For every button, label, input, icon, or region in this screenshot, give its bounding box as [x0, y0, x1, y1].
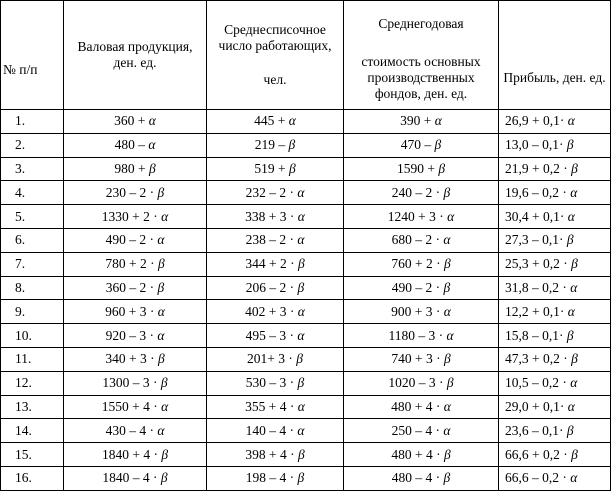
cell-expression: 30,4 + 0,1·: [505, 208, 568, 224]
cell-variable: β: [571, 351, 578, 367]
cell-variable: β: [157, 184, 165, 200]
cell-c3: [344, 205, 499, 229]
row-number: 10.: [1, 324, 64, 348]
cell-c1: [64, 395, 207, 419]
cell-variable: β: [566, 232, 574, 248]
cell-variable: β: [571, 256, 578, 272]
row-number: 3.: [1, 157, 64, 181]
header-assets-bottom: стоимость основных производственных фондов, ден. ед.: [344, 46, 499, 110]
cell-variable: α: [288, 113, 296, 129]
cell-c1: [64, 324, 207, 348]
cell-variable: α: [434, 113, 442, 129]
cell-expression: 495 – 3 ·: [245, 327, 298, 343]
header-workers-title: Среднесписочное число работающих,: [218, 22, 332, 53]
cell-c1: [64, 228, 207, 252]
cell-c3: [344, 110, 499, 134]
cell-variable: α: [297, 232, 305, 248]
cell-expression: 1840 – 4 ·: [102, 470, 161, 486]
cell-c2: [207, 252, 344, 276]
cell-expression: 920 – 3 ·: [105, 327, 158, 343]
table-row: [1, 466, 611, 490]
cell-c3: [344, 347, 499, 371]
cell-c1: [64, 371, 207, 395]
cell-c2: [207, 371, 344, 395]
cell-expression: 480 + 4 ·: [391, 446, 444, 462]
table-row: [1, 228, 611, 252]
cell-expression: 238 – 2 ·: [245, 232, 298, 248]
cell-expression: 980 +: [114, 160, 149, 176]
row-number: 16.: [1, 466, 64, 490]
cell-expression: 206 – 2 ·: [245, 279, 298, 295]
cell-c4: [499, 300, 611, 324]
cell-c1: [64, 181, 207, 205]
cell-c1: [64, 347, 207, 371]
cell-expression: 1020 – 3 ·: [388, 375, 447, 391]
cell-c3: [344, 371, 499, 395]
cell-c3: [344, 395, 499, 419]
cell-variable: β: [443, 470, 451, 486]
table-row: [1, 347, 611, 371]
cell-variable: α: [570, 184, 578, 200]
cell-c3: [344, 443, 499, 467]
cell-variable: α: [443, 232, 451, 248]
cell-variable: α: [148, 113, 156, 129]
cell-c3: [344, 133, 499, 157]
cell-expression: 1300 – 3 ·: [102, 375, 161, 391]
row-number: 8.: [1, 276, 64, 300]
cell-c2: [207, 466, 344, 490]
cell-expression: 390 +: [400, 113, 435, 129]
cell-expression: 21,9 + 0,2 ·: [505, 160, 572, 176]
cell-expression: 15,8 – 0,1·: [505, 327, 567, 343]
cell-expression: 198 – 4 ·: [245, 470, 298, 486]
cell-variable: β: [434, 137, 442, 153]
cell-variable: β: [288, 137, 296, 153]
cell-c4: [499, 157, 611, 181]
cell-expression: 760 + 2 ·: [391, 256, 444, 272]
cell-variable: β: [297, 375, 305, 391]
cell-variable: β: [297, 470, 305, 486]
cell-variable: β: [157, 279, 165, 295]
cell-expression: 26,9 + 0,1·: [505, 113, 568, 129]
cell-variable: α: [148, 137, 156, 153]
table-row: [1, 110, 611, 134]
cell-variable: β: [157, 256, 165, 272]
cell-variable: α: [157, 232, 165, 248]
row-number: 15.: [1, 443, 64, 467]
cell-variable: β: [438, 160, 446, 176]
cell-expression: 1550 + 4 ·: [101, 398, 162, 414]
table-row: [1, 181, 611, 205]
cell-variable: β: [571, 160, 578, 176]
cell-c2: [207, 110, 344, 134]
cell-variable: α: [446, 327, 454, 343]
cell-c4: [499, 371, 611, 395]
table-row: [1, 133, 611, 157]
cell-variable: α: [567, 303, 575, 319]
cell-variable: α: [297, 303, 305, 319]
cell-expression: 66,6 + 0,2 ·: [505, 446, 572, 462]
cell-variable: β: [443, 279, 451, 295]
cell-expression: 1180 – 3 ·: [388, 327, 447, 343]
cell-variable: α: [161, 398, 169, 414]
cell-c4: [499, 324, 611, 348]
cell-c4: [499, 419, 611, 443]
header-workers-unit: чел.: [263, 72, 287, 87]
cell-variable: α: [567, 208, 575, 224]
cell-variable: β: [566, 422, 574, 438]
cell-expression: 490 – 2 ·: [391, 279, 444, 295]
cell-c4: [499, 181, 611, 205]
cell-variable: β: [297, 279, 305, 295]
cell-c4: [499, 347, 611, 371]
cell-expression: 430 – 4 ·: [105, 422, 158, 438]
cell-variable: α: [157, 327, 165, 343]
cell-variable: β: [443, 256, 451, 272]
cell-expression: 480 –: [114, 137, 149, 153]
cell-c1: [64, 252, 207, 276]
cell-expression: 31,8 – 0,2 ·: [505, 279, 571, 295]
cell-variable: β: [297, 256, 305, 272]
cell-c3: [344, 181, 499, 205]
cell-variable: β: [571, 446, 578, 462]
cell-variable: β: [443, 351, 451, 367]
cell-variable: β: [443, 446, 451, 462]
cell-variable: α: [567, 113, 575, 129]
cell-expression: 25,3 + 0,2 ·: [505, 256, 572, 272]
table-row: [1, 419, 611, 443]
cell-expression: 780 + 2 ·: [105, 256, 158, 272]
cell-c2: [207, 347, 344, 371]
cell-expression: 29,0 + 0,1·: [505, 398, 568, 414]
cell-variable: α: [297, 422, 305, 438]
table-row: [1, 157, 611, 181]
cell-c4: [499, 466, 611, 490]
cell-variable: β: [161, 446, 169, 462]
table-row: [1, 443, 611, 467]
cell-c2: [207, 133, 344, 157]
cell-c2: [207, 181, 344, 205]
cell-expression: 530 – 3 ·: [245, 375, 298, 391]
cell-expression: 490 – 2 ·: [105, 232, 158, 248]
cell-variable: α: [157, 422, 165, 438]
cell-variable: α: [297, 327, 305, 343]
cell-expression: 250 – 4 ·: [391, 422, 444, 438]
cell-variable: α: [567, 398, 575, 414]
cell-variable: β: [566, 327, 574, 343]
cell-c1: [64, 133, 207, 157]
cell-expression: 47,3 + 0,2 ·: [505, 351, 572, 367]
cell-expression: 12,2 + 0,1·: [505, 303, 568, 319]
cell-c1: [64, 300, 207, 324]
cell-c4: [499, 110, 611, 134]
cell-variable: α: [297, 184, 305, 200]
cell-c1: [64, 466, 207, 490]
cell-c2: [207, 395, 344, 419]
cell-expression: 355 + 4 ·: [245, 398, 298, 414]
cell-c3: [344, 276, 499, 300]
cell-expression: 66,6 – 0,2 ·: [505, 470, 571, 486]
cell-variable: β: [446, 375, 454, 391]
cell-variable: α: [443, 398, 451, 414]
cell-expression: 232 – 2 ·: [245, 184, 298, 200]
row-number: 13.: [1, 395, 64, 419]
cell-expression: 23,6 – 0,1·: [505, 422, 567, 438]
cell-variable: α: [297, 208, 305, 224]
cell-variable: α: [297, 398, 305, 414]
cell-expression: 360 – 2 ·: [105, 279, 158, 295]
cell-expression: 398 + 4 ·: [245, 446, 298, 462]
cell-expression: 740 + 3 ·: [391, 351, 444, 367]
cell-expression: 240 – 2 ·: [391, 184, 444, 200]
row-number: 11.: [1, 347, 64, 371]
cell-variable: α: [570, 375, 578, 391]
cell-c4: [499, 443, 611, 467]
header-row-top: [1, 1, 611, 47]
cell-expression: 1590 +: [396, 160, 439, 176]
cell-variable: α: [157, 303, 165, 319]
cell-c4: [499, 252, 611, 276]
cell-expression: 1330 + 2 ·: [101, 208, 162, 224]
cell-c1: [64, 443, 207, 467]
table-row: [1, 324, 611, 348]
cell-expression: 10,5 – 0,2 ·: [505, 375, 571, 391]
cell-c3: [344, 324, 499, 348]
cell-expression: 140 – 4 ·: [245, 422, 298, 438]
cell-variable: β: [296, 351, 303, 367]
table-row: [1, 252, 611, 276]
header-profit-top: [499, 1, 611, 47]
cell-variable: α: [570, 279, 578, 295]
cell-c3: [344, 228, 499, 252]
cell-variable: β: [297, 446, 305, 462]
cell-c1: [64, 110, 207, 134]
row-number: 12.: [1, 371, 64, 395]
cell-expression: 900 + 3 ·: [391, 303, 444, 319]
row-number: 7.: [1, 252, 64, 276]
cell-c4: [499, 228, 611, 252]
cell-c2: [207, 157, 344, 181]
cell-c2: [207, 443, 344, 467]
cell-c1: [64, 205, 207, 229]
cell-c3: [344, 157, 499, 181]
cell-expression: 680 – 2 ·: [391, 232, 444, 248]
cell-expression: 470 –: [400, 137, 435, 153]
row-number: 4.: [1, 181, 64, 205]
cell-variable: β: [160, 375, 168, 391]
cell-expression: 402 + 3 ·: [245, 303, 298, 319]
cell-variable: β: [443, 184, 451, 200]
cell-variable: β: [148, 160, 156, 176]
cell-c3: [344, 300, 499, 324]
header-num: № п/п: [1, 1, 64, 110]
cell-expression: 340 + 3 ·: [105, 351, 158, 367]
cell-expression: 201+ 3 ·: [247, 351, 297, 367]
cell-variable: α: [443, 303, 451, 319]
cell-c4: [499, 133, 611, 157]
cell-c4: [499, 395, 611, 419]
cell-variable: α: [570, 470, 578, 486]
table-row: [1, 300, 611, 324]
cell-expression: 219 –: [254, 137, 289, 153]
cell-c1: [64, 419, 207, 443]
cell-expression: 445 +: [254, 113, 289, 129]
cell-c3: [344, 419, 499, 443]
cell-expression: 480 – 4 ·: [391, 470, 444, 486]
header-workers: [207, 1, 344, 110]
cell-variable: α: [447, 208, 455, 224]
table-row: [1, 205, 611, 229]
cell-variable: β: [566, 137, 574, 153]
cell-variable: β: [160, 470, 168, 486]
cell-expression: 360 +: [114, 113, 149, 129]
cell-expression: 1840 + 4 ·: [101, 446, 162, 462]
cell-c2: [207, 228, 344, 252]
cell-variable: β: [288, 160, 296, 176]
cell-c3: [344, 252, 499, 276]
header-assets-top: Среднегодовая: [344, 1, 499, 47]
cell-expression: 19,6 – 0,2 ·: [505, 184, 571, 200]
cell-expression: 519 +: [254, 160, 289, 176]
cell-variable: α: [443, 422, 451, 438]
cell-c4: [499, 276, 611, 300]
cell-expression: 338 + 3 ·: [245, 208, 298, 224]
cell-c2: [207, 324, 344, 348]
header-profit: Прибыль, ден. ед.: [499, 46, 611, 110]
cell-expression: 344 + 2 ·: [245, 256, 298, 272]
cell-c3: [344, 466, 499, 490]
cell-expression: 480 + 4 ·: [391, 398, 444, 414]
cell-expression: 230 – 2 ·: [105, 184, 158, 200]
cell-expression: 960 + 3 ·: [105, 303, 158, 319]
table-row: [1, 395, 611, 419]
cell-variable: β: [157, 351, 165, 367]
cell-c2: [207, 276, 344, 300]
cell-variable: α: [161, 208, 169, 224]
header-output: Валовая продукция, ден. ед.: [64, 1, 207, 110]
row-number: 2.: [1, 133, 64, 157]
cell-c2: [207, 419, 344, 443]
row-number: 6.: [1, 228, 64, 252]
cell-expression: 1240 + 3 ·: [387, 208, 448, 224]
row-number: 5.: [1, 205, 64, 229]
row-number: 14.: [1, 419, 64, 443]
cell-c1: [64, 276, 207, 300]
cell-c2: [207, 205, 344, 229]
row-number: 9.: [1, 300, 64, 324]
row-number: 1.: [1, 110, 64, 134]
cell-expression: 13,0 – 0,1·: [505, 137, 567, 153]
table-row: [1, 276, 611, 300]
cell-c1: [64, 157, 207, 181]
table-row: [1, 371, 611, 395]
cell-c4: [499, 205, 611, 229]
cell-c2: [207, 300, 344, 324]
cell-expression: 27,3 – 0,1·: [505, 232, 567, 248]
